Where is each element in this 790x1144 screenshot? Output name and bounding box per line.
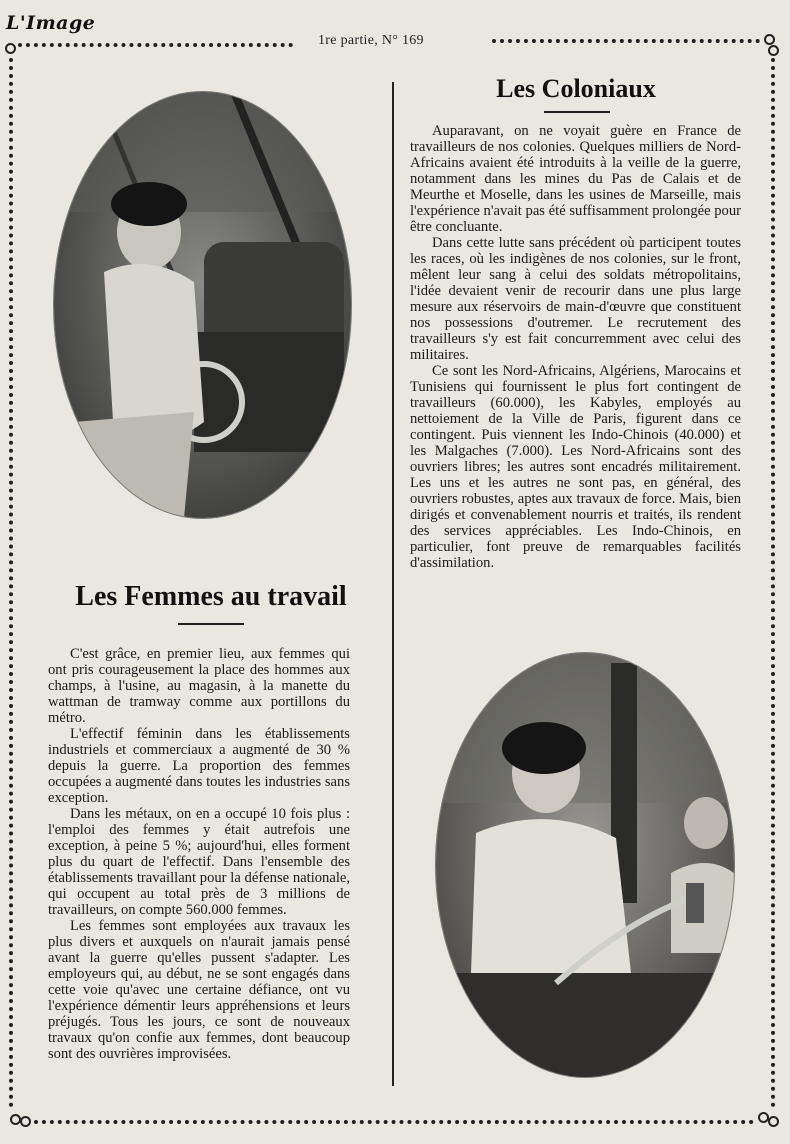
paragraph: Dans les métaux, on en a occupé 10 fois plus : l'emploi des femmes y était autrefois une exception, à peine 5 %; aujourd'hui, elles forment plus du quart de l'effectif. Dans l'ensemble des établissements travaillant pour la défense nationale, qui occupent au total près de 3 millions de travailleurs, on compte 560.000 femmes.	[48, 806, 350, 918]
corner-ornament	[768, 45, 779, 56]
left-border	[9, 58, 13, 1108]
article-body-coloniaux	[410, 123, 741, 571]
top-border-right	[492, 39, 760, 43]
paragraph: Les femmes sont employées aux travaux les plus divers et auxquels on n'aurait jamais pensé avant la guerre qu'elles pussent s'adapter. Les employeurs qui, au début, ne se sont engagés dans cette voie qu'avec une certaine défiance, ont vu l'expérience démentir leurs appréhensions et leurs préjugés. Tous les jours, ce sont de nouveaux travaux qu'on confie aux femmes, dont beaucoup sont des ouvrières improvisées.	[48, 918, 350, 1062]
top-border-left	[18, 43, 293, 47]
corner-ornament	[764, 34, 775, 45]
paragraph: Dans cette lutte sans précédent où participent toutes les races, où les indigènes de nos colonies, sur le front, mêlent leur sang à celui des soldats métropolitains, l'idée devaient venir de recourir dans une plus large mesure aux réservoirs de main-d'œuvre que constituent nos possessions d'outremer. Le recrutement des travailleurs s'y est fait concurremment avec celui des militaires.	[410, 235, 741, 363]
bottom-border	[34, 1120, 754, 1124]
column-divider	[392, 82, 394, 1086]
corner-ornament	[20, 1116, 31, 1127]
title-rule	[178, 623, 244, 625]
corner-ornament	[768, 1116, 779, 1127]
article-title-femmes: Les Femmes au travail	[75, 581, 347, 612]
paragraph: Ce sont les Nord-Africains, Algériens, Marocains et Tunisiens qui fournissent le plus fort contingent de travailleurs (60.000), les Kabyles, employés au nettoiement de la Ville de Paris, figurent dans ce contingent. Puis viennent les Indo-Chinois (40.000) et les Malgaches (7.000). Les Nord-Africains sont des ouvriers libres; les autres sont encadrés militairement. Les uns et les autres ne sont pas, en général, des ouvriers robustes, aptes aux travaux de force. Mais, bien dirigés et convenablement nourris et traités, ils rendent des services appréciables. Les Indo-Chinois, en particulier, font preuve de remarquables facilités d'assimilation.	[410, 363, 741, 571]
masthead-title: L'Image	[6, 12, 96, 34]
article-title-coloniaux: Les Coloniaux	[496, 74, 656, 103]
issue-number: 1re partie, N° 169	[318, 33, 424, 48]
paragraph: C'est grâce, en premier lieu, aux femmes qui ont pris courageusement la place des hommes aux champs, à l'usine, au magasin, à la manette du wattman de tramway comme aux portillons du métro.	[48, 646, 350, 726]
title-rule	[544, 111, 610, 113]
corner-ornament	[5, 43, 16, 54]
photo-woman-at-lathe	[54, 92, 351, 518]
right-border	[771, 58, 775, 1108]
paragraph: Auparavant, on ne voyait guère en France de travailleurs de nos colonies. Quelques milliers de Nord-Africains avaient été introduits à la veille de la guerre, notamment dans les mines du Pas de Calais et de Meurthe et Moselle, dans les usines de Marseille, mais l'expérience n'avait pas été suffisamment prolongée pour être concluante.	[410, 123, 741, 235]
photo-woman-at-workbench	[436, 653, 734, 1077]
paragraph: L'effectif féminin dans les établissements industriels et commerciaux a augmenté de 30 % depuis la guerre. La proportion des femmes occupées a augmenté dans toutes les industries sans exception.	[48, 726, 350, 806]
article-body-femmes	[48, 646, 350, 1062]
